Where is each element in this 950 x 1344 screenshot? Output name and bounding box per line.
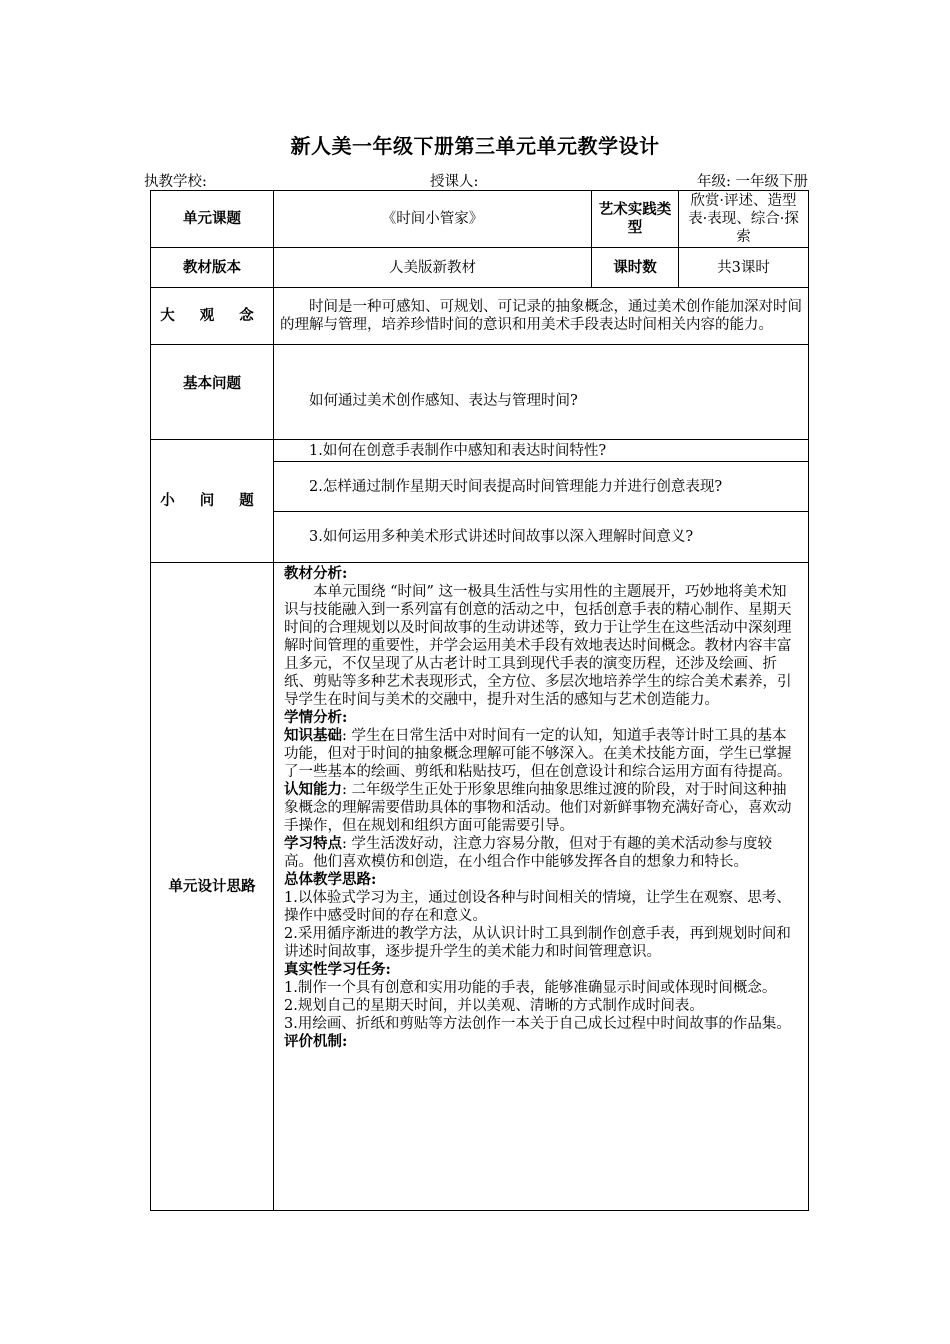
cognition-text: : 二年级学生正处于形象思维向抽象思维过渡的阶段，对于时间这种抽象概念的理解需要借助具体的事物和活动。他们对新鲜事物充满好奇心，喜欢动手操作，但在规划和组织方面可能需要引导。: [284, 782, 792, 834]
basic-question-label: 基本问题: [151, 345, 274, 440]
unit-topic-value: 《时间小管家》: [274, 191, 592, 248]
design-content: [274, 563, 809, 1211]
approach-2: 2.采用循序渐进的教学方法，从认识计时工具到制作创意手表，再到规划时间和讲述时间故事，逐步提升学生的美术能力和时间管理意识。: [284, 926, 791, 960]
small-questions-label: 小 问 题: [151, 440, 274, 563]
grade-label: 年级: 一年级下册: [697, 174, 808, 190]
big-idea-row: [151, 288, 809, 345]
learning-text: : 学生活泼好动，注意力容易分散，但对于有趣的美术活动参与度较高。他们喜欢模仿和创造，在小组合作中能够发挥各自的想象力和特长。: [284, 836, 772, 870]
student-heading: 学情分析:: [284, 709, 348, 726]
textbook-value: 人美版新教材: [274, 248, 592, 288]
eval-heading: 评价机制:: [284, 1033, 348, 1050]
approach-1: 1.以体验式学习为主，通过创设各种与时间相关的情境，让学生在观察、思考、操作中感受时间的存在和意义。: [284, 890, 791, 924]
page-title: 新人美一年级下册第三单元单元教学设计: [290, 134, 660, 158]
big-idea-value: 时间是一种可感知、可规划、可记录的抽象概念，通过美术创作能加深对时间的理解与管理，培养珍惜时间的意识和用美术手段表达时间相关内容的能力。: [274, 288, 809, 345]
big-idea-label: 大 观 念: [151, 288, 274, 345]
hours-label: 课时数: [592, 248, 679, 288]
basic-question-value: 如何通过美术创作感知、表达与管理时间?: [274, 345, 809, 440]
unit-topic-label: 单元课题: [151, 191, 274, 248]
task-heading: 真实性学习任务:: [284, 961, 391, 978]
task-3: 3.用绘画、折纸和剪贴等方法创作一本关于自己成长过程中时间故事的作品集。: [284, 1016, 791, 1032]
cognition-paragraph: [284, 781, 800, 835]
teacher-label: 授课人:: [430, 174, 479, 190]
art-type-value: 欣赏·评述、造型表·表现、综合·探索: [679, 191, 809, 248]
small-question-2: 2.怎样通过制作星期天时间表提高时间管理能力并进行创意表现?: [274, 462, 809, 512]
textbook-row: [151, 248, 809, 288]
basic-question-row: [151, 345, 809, 440]
analysis-text: 本单元围绕 “时间” 这一极具生活性与实用性的主题展开，巧妙地将美术知识与技能融入到一系列富有创意的活动之中，包括创意手表的精心制作、星期天时间的合理规划以及时间故事的生动讲述等，致力于让学生在这些活动中深刻理解时间管理的重要性，并学会运用美术手段有效地表达时间概念。教材内容丰富且多元，不仅呈现了从古老计时工具到现代手表的演变历程，还涉及绘画、折纸、剪贴等多种艺术表现形式，全方位、多层次地培养学生的综合美术素养，引导学生在时间与美术的交融中，提升对生活的感知与艺术创造能力。: [284, 584, 792, 708]
knowledge-label: 知识基础: [284, 727, 342, 744]
school-label: 执教学校:: [144, 174, 207, 190]
approach-heading: 总体教学思路:: [284, 871, 377, 888]
learning-paragraph: [284, 835, 800, 871]
knowledge-paragraph: [284, 727, 800, 781]
small-question-row-1: [151, 440, 809, 462]
knowledge-text: : 学生在日常生活中对时间有一定的认知，知道手表等计时工具的基本功能，但对于时间的抽象概念理解可能不够深入。在美术技能方面，学生已掌握了一些基本的绘画、剪纸和粘贴技巧，但在创意设计和综合运用方面有待提高。: [284, 728, 792, 780]
design-label: 单元设计思路: [151, 563, 274, 1211]
design-row: [151, 563, 809, 1211]
task-2: 2.规划自己的星期天时间，并以美观、清晰的方式制作成时间表。: [284, 998, 704, 1014]
design-table: [150, 190, 809, 1211]
analysis-heading: 教材分析:: [284, 565, 348, 582]
cognition-label: 认知能力: [284, 781, 342, 798]
small-question-3: 3.如何运用多种美术形式讲述时间故事以深入理解时间意义?: [274, 512, 809, 563]
hours-value: 共3课时: [679, 248, 809, 288]
small-question-1: 1.如何在创意手表制作中感知和表达时间特性?: [274, 440, 809, 462]
task-1: 1.制作一个具有创意和实用功能的手表，能够准确显示时间或体现时间概念。: [284, 980, 777, 996]
header-line: [144, 170, 808, 190]
unit-topic-row: [151, 191, 809, 248]
textbook-label: 教材版本: [151, 248, 274, 288]
learning-label: 学习特点: [284, 835, 342, 852]
art-type-label: 艺术实践类型: [592, 191, 679, 248]
